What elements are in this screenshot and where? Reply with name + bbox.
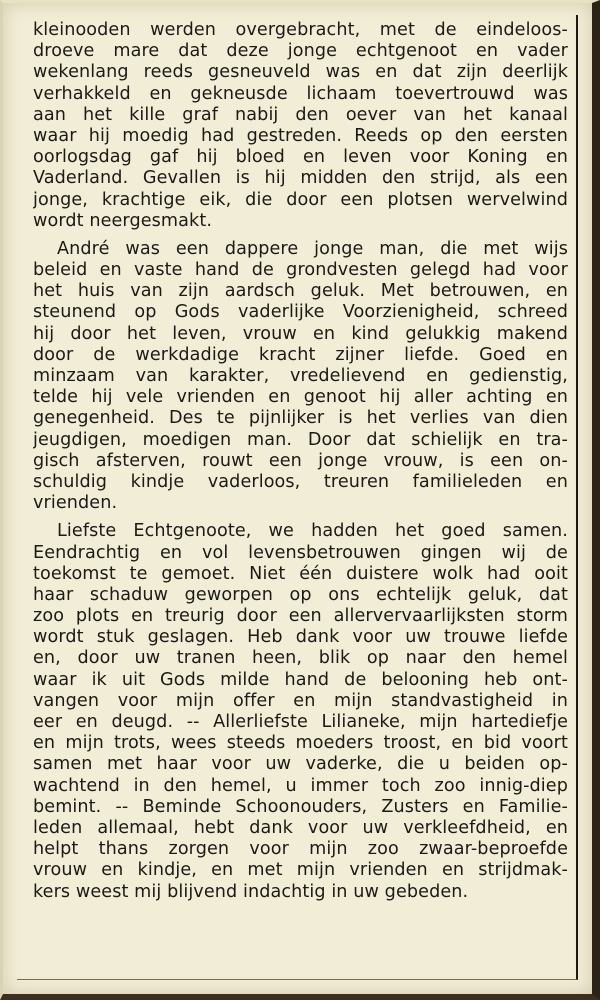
text-line: wordt neergesmakt. xyxy=(33,210,213,231)
text-line: hij door het leven, vrouw en kind gelukkig makend xyxy=(33,323,568,344)
text-line: wordt stuk geslagen. Heb dank voor uw trouwe liefde xyxy=(33,627,568,648)
paragraph-gap xyxy=(33,514,568,521)
text-line: eer en deugd. -- Allerliefste Lilianeke, mijn hartediefje xyxy=(33,712,568,732)
text-line: zoo plots en treurig door een allervervaarlijksten storm xyxy=(33,606,568,627)
text-line: door de werkdadige kracht zijner liefde. Goed en xyxy=(33,344,568,365)
text-line: wachtend in den hemel, u immer toch zoo innig-diep xyxy=(33,775,568,796)
text-line: en mijn trots, wees steeds moeders troost, en bid voort xyxy=(33,733,568,754)
text-line: steunend op Gods vaderlijke Voorzienigheid, schreed xyxy=(33,302,568,323)
text-line: wekenlang reeds gesneuveld was en dat zijn deerlijk xyxy=(33,62,568,83)
text-line: waar hij moedig had gestreden. Reeds op den eersten xyxy=(33,125,568,146)
text-line: waar ik uit Gods milde hand de belooning heb ont- xyxy=(33,669,568,690)
memorial-text xyxy=(33,20,568,903)
text-line: en, door uw tranen heen, blik op naar den hemel xyxy=(33,648,568,669)
text-line: droeve mare dat deze jonge echtgenoot en vader xyxy=(33,41,568,62)
paragraph-1 xyxy=(33,20,568,232)
text-line: gisch afsterven, rouwt een jonge vrouw, is een on- xyxy=(33,450,568,471)
text-line: beleid en vaste hand de grondvesten gelegd had voor xyxy=(33,260,568,281)
text-line: kers weest mij blijvend indachtig in uw gebeden. xyxy=(33,881,469,902)
text-line: verhakkeld en gekneusde lichaam toevertrouwd was xyxy=(33,83,568,104)
text-line: schuldig kindje vaderloos, treuren familieleden en xyxy=(33,471,568,492)
text-line: genegenheid. Des te pijnlijker is het verlies van dien xyxy=(33,408,568,429)
text-line: leden allemaal, hebt dank voor uw verkleefdheid, en xyxy=(33,817,568,838)
text-line: kleinooden werden overgebracht, met de eindeloos- xyxy=(33,20,568,40)
text-line: jeugdigen, moedigen man. Door dat schielijk en tra- xyxy=(33,429,568,450)
text-line: toekomst te gemoet. Niet één duistere wolk had ooit xyxy=(33,563,568,584)
text-line: Eendrachtig en vol levensbetrouwen gingen wij de xyxy=(33,542,568,563)
text-line: samen met haar voor uw vaderke, die u beiden op- xyxy=(33,754,568,775)
text-line: bemint. -- Beminde Schoonouders, Zusters en Familie- xyxy=(33,796,568,817)
text-line: helpt thans zorgen voor mijn zoo zwaar-beproefde xyxy=(33,839,568,860)
text-line: telde hij vele vrienden en genoot hij aller achting en xyxy=(33,387,568,408)
paragraph-3 xyxy=(33,521,568,902)
text-line: André was een dappere jonge man, die met wijs xyxy=(57,238,568,259)
text-line: oorlogsdag gaf hij bloed en leven voor Koning en xyxy=(33,147,568,168)
text-line: vrienden. xyxy=(33,493,118,514)
text-line: jonge, krachtige eik, die door een plotsen wervelwind xyxy=(33,189,568,210)
text-line: Vaderland. Gevallen is hij midden den strijd, als een xyxy=(33,168,568,189)
paragraph-2 xyxy=(33,239,568,514)
paragraph-gap xyxy=(33,232,568,239)
text-line: vangen voor mijn offer en mijn standvastigheid in xyxy=(33,690,568,711)
text-line: vrouw en kindje, en met mijn vrienden en strijdmak- xyxy=(33,860,568,881)
text-line: haar schaduw geworpen op ons echtelijk geluk, dat xyxy=(33,584,568,605)
text-line: aan het kille graf nabij den oever van het kanaal xyxy=(33,104,568,125)
text-line: minzaam van karakter, vredelievend en gedienstig, xyxy=(33,366,568,386)
text-line: Liefste Echtgenoote, we hadden het goed samen. xyxy=(57,521,568,542)
text-line: het huis van zijn aardsch geluk. Met betrouwen, en xyxy=(33,281,568,302)
